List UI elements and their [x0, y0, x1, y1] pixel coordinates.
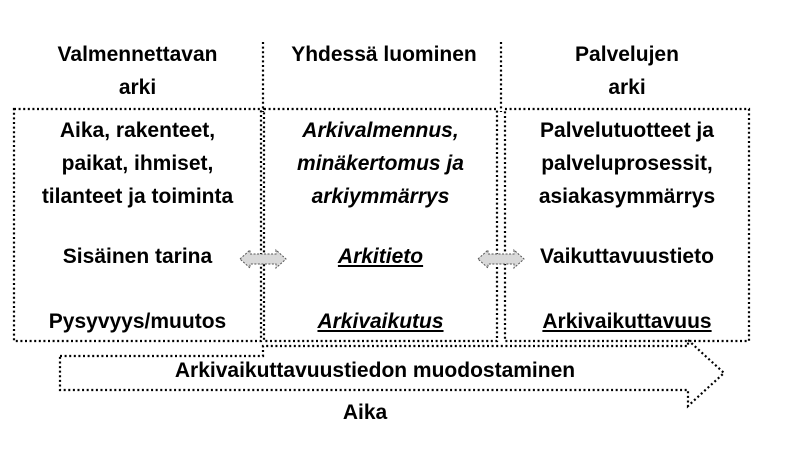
time-label: Aika — [342, 401, 388, 424]
body-line: tilanteet ja toiminta — [41, 185, 234, 208]
column-header-palvelujen-arki — [505, 38, 749, 104]
arkivaikutus-label: Arkivaikutus — [317, 310, 444, 333]
body-line: paikat, ihmiset, — [61, 152, 214, 175]
header-line: Yhdessä luominen — [291, 43, 477, 66]
pysyvyys-muutos-label: Pysyvyys/muutos — [48, 310, 227, 333]
body-line: asiakasymmärrys — [538, 185, 716, 208]
arrow-label: Arkivaikuttavuustiedon muodostaminen — [174, 359, 576, 382]
arkivaikuttavuus-label: Arkivaikuttavuus — [542, 310, 712, 333]
header-line: arki — [608, 76, 646, 99]
column-header-valmennettavan-arki — [14, 38, 261, 104]
body-line: arkiymmärrys — [311, 185, 450, 208]
body-line: Aika, rakenteet, — [59, 119, 216, 142]
body-line: Palvelutuotteet ja — [540, 119, 714, 142]
header-line: Valmennettavan — [57, 43, 218, 66]
arkitieto-label: Arkitieto — [337, 245, 424, 268]
sisainen-tarina-label: Sisäinen tarina — [62, 245, 213, 268]
body-line: Arkivalmennus, — [302, 119, 459, 142]
box-body-text — [14, 114, 261, 213]
column-header-yhdessa-luominen — [264, 38, 504, 71]
header-line: arki — [118, 76, 157, 99]
body-line: palveluprosessit, — [541, 152, 713, 175]
box-body-text — [505, 114, 749, 213]
vaikuttavuustieto-label: Vaikuttavuustieto — [540, 245, 714, 268]
box-body-text — [264, 114, 497, 213]
header-line: Palvelujen — [575, 43, 679, 66]
body-line: minäkertomus ja — [297, 152, 464, 175]
